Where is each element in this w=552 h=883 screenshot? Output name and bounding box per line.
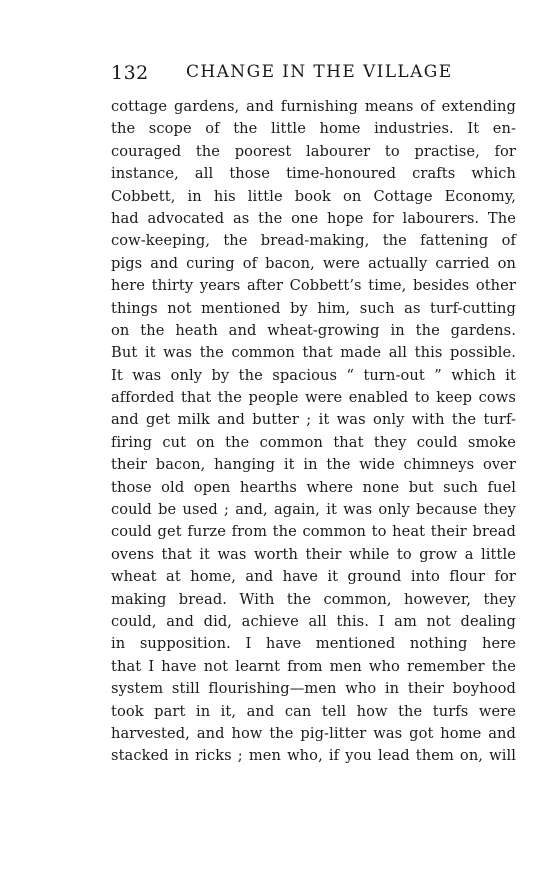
text-line: could be used ; and, again, it was only because they xyxy=(111,501,516,519)
text-line: on the heath and wheat-growing in the gardens. xyxy=(111,321,516,339)
text-line: wheat at home, and have it ground into flour for xyxy=(111,568,516,586)
text-line: making bread. With the common, however, they xyxy=(111,590,516,608)
text-line: couraged the poorest labourer to practise, for xyxy=(111,142,516,160)
text-line: stacked in ricks ; men who, if you lead them on, will xyxy=(111,747,516,765)
page-header xyxy=(111,62,516,88)
text-line: firing cut on the common that they could smoke xyxy=(111,433,516,451)
text-line: that I have not learnt from men who remember the xyxy=(111,657,516,675)
text-line: pigs and curing of bacon, were actually carried on xyxy=(111,254,516,272)
text-line: things not mentioned by him, such as turf-cutting xyxy=(111,299,516,317)
text-line: had advocated as the one hope for labourers. The xyxy=(111,209,516,227)
text-line: in supposition. I have mentioned nothing here xyxy=(111,635,516,653)
body-text xyxy=(111,96,516,768)
text-line: instance, all those time-honoured crafts which xyxy=(111,165,516,183)
text-line: the scope of the little home industries. It en- xyxy=(111,120,516,138)
text-line: took part in it, and can tell how the turfs were xyxy=(111,702,516,720)
text-line: their bacon, hanging it in the wide chimneys over xyxy=(111,456,516,474)
text-line: and get milk and butter ; it was only with the turf- xyxy=(111,411,516,429)
text-line: could get furze from the common to heat their bread xyxy=(111,523,516,541)
text-line: ovens that it was worth their while to grow a little xyxy=(111,545,516,563)
text-line: those old open hearths where none but such fuel xyxy=(111,478,516,496)
text-line: It was only by the spacious “ turn-out ” which it xyxy=(111,366,516,384)
text-line: afforded that the people were enabled to keep cows xyxy=(111,389,516,407)
text-line: cottage gardens, and furnishing means of extending xyxy=(111,98,516,115)
text-line: Cobbett, in his little book on Cottage Economy, xyxy=(111,187,516,205)
page-number: 132 xyxy=(111,62,149,84)
text-line: system still flourishing—men who in their boyhood xyxy=(111,680,516,698)
text-line: could, and did, achieve all this. I am not dealing xyxy=(111,612,516,630)
text-line: harvested, and how the pig-litter was got home and xyxy=(111,724,516,742)
text-line: here thirty years after Cobbett’s time, besides other xyxy=(111,277,516,295)
text-line: But it was the common that made all this possible. xyxy=(111,344,516,362)
text-line: cow-keeping, the bread-making, the fattening of xyxy=(111,232,516,250)
running-title: CHANGE IN THE VILLAGE xyxy=(186,62,453,82)
